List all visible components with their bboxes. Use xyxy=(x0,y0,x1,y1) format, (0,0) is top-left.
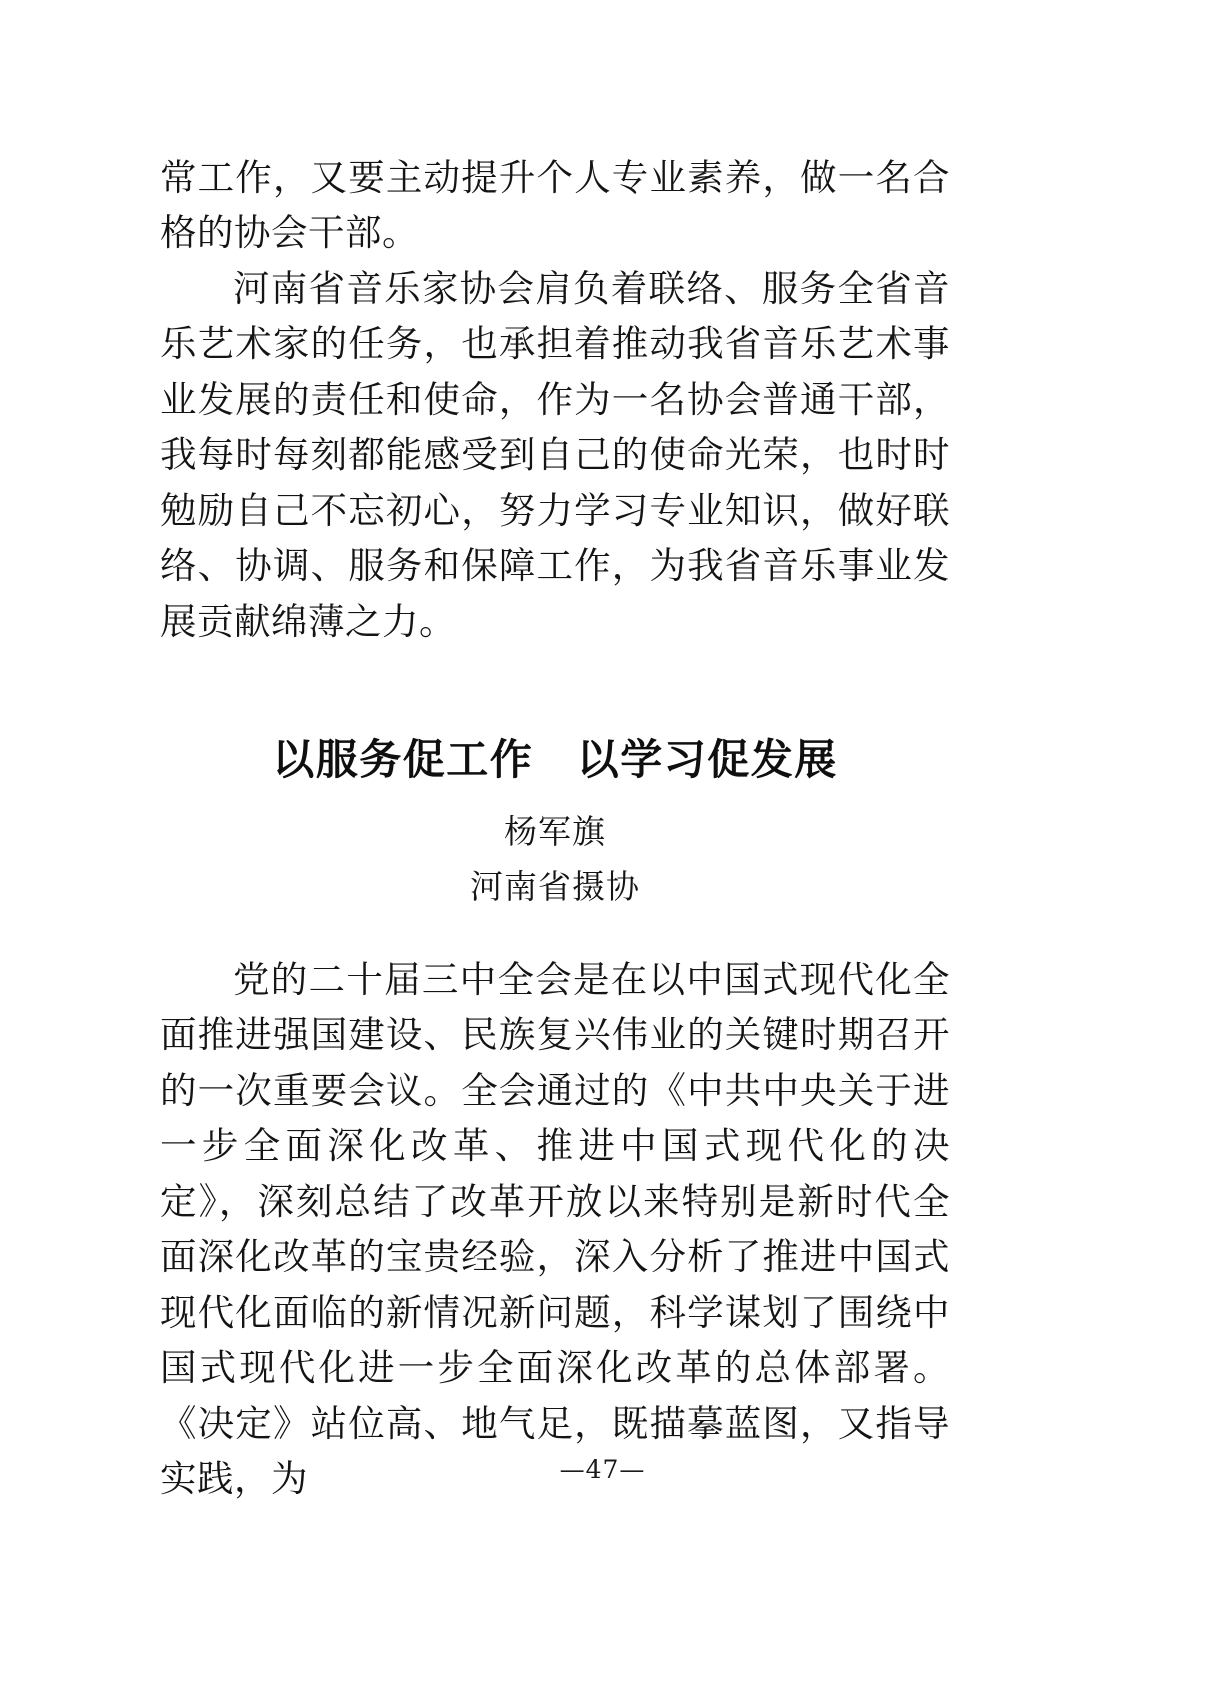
paragraph-third-plenum: 党的二十届三中全会是在以中国式现代化全面推进强国建设、民族复兴伟业的关键时期召开的一次重要会议。全会通过的《中共中央关于进一步全面深化改革、推进中国式现代化的决定》，深刻总结了改革开放以来特别是新时代全面深化改革的宝贵经验，深入分析了推进中国式现代化面临的新情况新问题，科学谋划了围绕中国式现代化进一步全面深化改革的总体部署。《决定》站位高、地气足，既描摹蓝图，又指导实践，为 xyxy=(160,958,950,1501)
paragraph-continued-previous: 常工作，又要主动提升个人专业素养，做一名合格的协会干部。 xyxy=(160,156,950,255)
article-affiliation: 河南省摄协 xyxy=(470,867,640,907)
paragraph-music-association: 河南省音乐家协会肩负着联络、服务全省音乐艺术家的任务，也承担着推动我省音乐艺术事业发展的责任和使命，作为一名协会普通干部，我每时每刻都能感受到自己的使命光荣，也时时勉励自己不忘初心，努力学习专业知识，做好联络、协调、服务和保障工作，为我省音乐事业发展贡献绵薄之力。 xyxy=(160,266,950,643)
article-author: 杨军旗 xyxy=(504,812,606,852)
article-headline-block xyxy=(160,735,950,909)
article-title: 以服务促工作 以学习促发展 xyxy=(272,735,838,784)
continued-text-column xyxy=(160,150,950,649)
page-footer xyxy=(0,1455,1205,1484)
page-number: —47— xyxy=(559,1455,646,1484)
article-body-column xyxy=(160,952,950,1507)
